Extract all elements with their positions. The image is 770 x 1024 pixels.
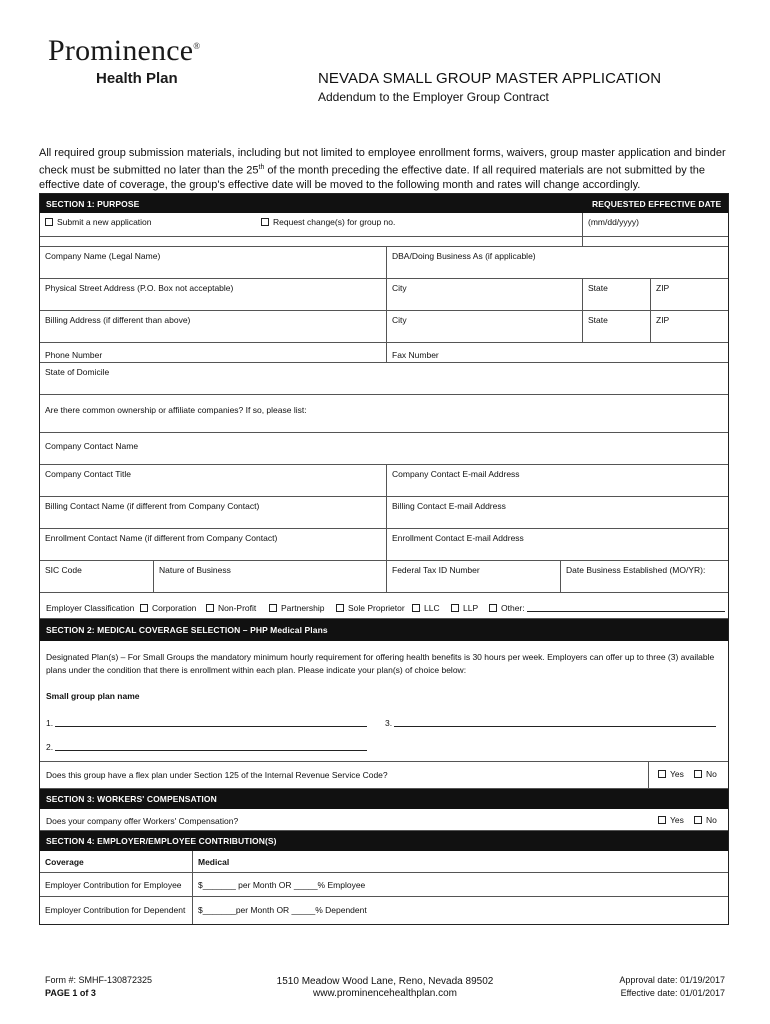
section2-header [40, 619, 728, 641]
section3-title: SECTION 3: WORKERS' COMPENSATION [46, 794, 217, 804]
date-established-field[interactable] [560, 561, 728, 592]
plan2-input[interactable] [55, 742, 367, 751]
city-label: City [392, 283, 407, 293]
non-profit-checkbox[interactable] [206, 604, 214, 612]
page-subtitle: Addendum to the Employer Group Contract [318, 90, 549, 104]
sic-label: SIC Code [45, 565, 82, 575]
flex-no-checkbox[interactable] [694, 770, 702, 778]
domicile-label: State of Domicile [45, 367, 110, 377]
fax-field[interactable] [386, 343, 728, 362]
enroll-email-label: Enrollment Contact E-mail Address [392, 533, 524, 543]
effective-date-field[interactable] [582, 213, 728, 236]
workers-comp-yes-label: Yes [670, 815, 684, 825]
city-field[interactable] [386, 279, 582, 310]
page-title: NEVADA SMALL GROUP MASTER APPLICATION [318, 70, 662, 87]
domicile-field[interactable] [40, 363, 728, 394]
street-field[interactable] [40, 279, 386, 310]
billing-email-label: Billing Contact E-mail Address [392, 501, 506, 511]
zip-field[interactable] [650, 279, 728, 310]
flex-yes-checkbox[interactable] [658, 770, 666, 778]
purpose-row [40, 213, 728, 237]
plan3-number: 3. [385, 718, 393, 728]
request-change-checkbox[interactable] [261, 218, 269, 226]
billing-row [40, 311, 728, 343]
dba-label: DBA/Doing Business As (if applicable) [392, 251, 536, 261]
request-change-label: Request change(s) for group no. [273, 217, 396, 227]
partnership-checkbox[interactable] [269, 604, 277, 612]
phone-field[interactable] [40, 343, 386, 362]
llc-label: LLC [424, 603, 440, 613]
dependent-contribution-label: Employer Contribution for Dependent [45, 905, 186, 915]
affiliates-field[interactable] [40, 395, 728, 432]
employee-contribution-field[interactable]: $_______ per Month OR _____% Employee [192, 873, 728, 896]
section1-header [40, 194, 728, 213]
phone-label: Phone Number [45, 350, 103, 360]
other-input[interactable] [527, 603, 725, 612]
partnership-label: Partnership [281, 603, 325, 613]
form-number: Form #: SMHF-130872325 [45, 975, 153, 985]
state-field[interactable] [582, 279, 650, 310]
logo-text: Prominence® [48, 34, 201, 67]
plan3-input[interactable] [394, 718, 716, 727]
section4-header [40, 831, 728, 851]
llp-label: LLP [463, 603, 479, 613]
flex-no-label: No [706, 769, 717, 779]
nature-field[interactable] [153, 561, 386, 592]
workers-comp-no-label: No [706, 815, 717, 825]
sic-field[interactable] [40, 561, 153, 592]
flex-yes-label: Yes [670, 769, 684, 779]
fax-label: Fax Number [392, 350, 439, 360]
footer-right [600, 974, 725, 1000]
contact-email-field[interactable] [386, 465, 728, 496]
state-label: State [588, 283, 608, 293]
plan-paragraph: Designated Plan(s) – For Small Groups the mandatory minimum hourly requirement for offering health benefits is 30 hours per week. Employers can offer up to three (3) available plans under the condition that there is enrollment within each plan. Please indicate your plan(s) of choice below: [46, 652, 715, 675]
plan-selection-block [40, 641, 728, 789]
billing-address-label: Billing Address (if different than above) [45, 315, 191, 325]
submit-new-label: Submit a new application [57, 217, 152, 227]
enroll-contact-field[interactable] [40, 529, 386, 560]
logo-subtext: Health Plan [96, 70, 178, 87]
section3-header [40, 789, 728, 809]
contribution-header-row [40, 851, 728, 873]
submit-new-checkbox[interactable] [45, 218, 53, 226]
date-established-label: Date Business Established (MO/YR): [566, 565, 706, 575]
workers-comp-question: Does your company offer Workers' Compensation? [46, 816, 239, 826]
page-number: PAGE 1 of 3 [45, 988, 96, 998]
street-row [40, 279, 728, 311]
affiliates-label: Are there common ownership or affiliate companies? If so, please list: [45, 405, 307, 415]
plan2-number: 2. [46, 742, 54, 752]
dependent-contribution-field[interactable]: $_______per Month OR _____% Dependent [192, 897, 728, 924]
billing-contact-label: Billing Contact Name (if different from Company Contact) [45, 501, 260, 511]
prominence-logo [48, 32, 248, 92]
enroll-contact-row [40, 529, 728, 561]
employee-contribution-label: Employer Contribution for Employee [45, 880, 182, 890]
effective-date-title: REQUESTED EFFECTIVE DATE [592, 198, 722, 209]
domicile-row [40, 363, 728, 395]
billing-zip-label: ZIP [656, 315, 670, 325]
other-label: Other: [501, 603, 525, 613]
billing-state-label: State [588, 315, 608, 325]
zip-label: ZIP [656, 283, 670, 293]
plan1-input[interactable] [55, 718, 367, 727]
workers-comp-row [40, 809, 728, 831]
coverage-column-header: Coverage [45, 857, 84, 867]
corporation-checkbox[interactable] [140, 604, 148, 612]
tax-id-field[interactable] [386, 561, 560, 592]
billing-contact-field[interactable] [40, 497, 386, 528]
flex-question: Does this group have a flex plan under Section 125 of the Internal Revenue Service Code? [46, 770, 388, 780]
billing-city-label: City [392, 315, 407, 325]
phone-row [40, 343, 728, 363]
contact-title-label: Company Contact Title [45, 469, 131, 479]
billing-state-field[interactable] [582, 311, 650, 342]
billing-email-field[interactable] [386, 497, 728, 528]
dependent-contribution-row [40, 897, 728, 924]
contact-title-field[interactable] [40, 465, 386, 496]
plan-heading: Small group plan name [46, 691, 140, 701]
date-format-label: (mm/dd/yyyy) [588, 217, 639, 227]
enroll-email-field[interactable] [386, 529, 728, 560]
workers-comp-no-checkbox[interactable] [694, 816, 702, 824]
affiliates-row [40, 395, 728, 433]
employee-contribution-row [40, 873, 728, 897]
section1-title: SECTION 1: PURPOSE [46, 198, 140, 209]
company-name-field[interactable] [40, 247, 386, 278]
sic-row [40, 561, 728, 593]
llp-checkbox[interactable] [451, 604, 459, 612]
billing-address-field[interactable] [40, 311, 386, 342]
effective-date: Effective date: 01/01/2017 [620, 988, 725, 998]
nature-label: Nature of Business [159, 565, 231, 575]
enroll-contact-label: Enrollment Contact Name (if different from Company Contact) [45, 533, 278, 543]
company-name-row [40, 247, 728, 279]
tax-id-label: Federal Tax ID Number [392, 565, 480, 575]
section4-title: SECTION 4: EMPLOYER/EMPLOYEE CONTRIBUTION(S) [46, 836, 277, 846]
classification-row [40, 593, 728, 619]
billing-city-field[interactable] [386, 311, 582, 342]
contact-name-label: Company Contact Name [45, 441, 139, 451]
other-checkbox[interactable] [489, 604, 497, 612]
dba-field[interactable] [386, 247, 728, 278]
billing-contact-row [40, 497, 728, 529]
workers-comp-yes-checkbox[interactable] [658, 816, 666, 824]
approval-date: Approval date: 01/19/2017 [619, 975, 725, 985]
footer-address: 1510 Meadow Wood Lane, Reno, Nevada 89502 [276, 976, 494, 987]
contact-name-row [40, 433, 728, 465]
intro-paragraph: All required group submission materials, including but not limited to employee enrollment forms, waivers, group master application and binder check must be submitted no later than the 25th of the month preceding the effective date. If all required materials are not submitted by the effective date of coverage, the group's effective date will be moved to the following month and rates will change accordingly. [39, 147, 726, 191]
billing-zip-field[interactable] [650, 311, 728, 342]
company-name-label: Company Name (Legal Name) [45, 251, 161, 261]
application-form [39, 193, 729, 925]
contact-name-field[interactable] [40, 433, 728, 464]
medical-column-header: Medical [192, 851, 728, 872]
non-profit-label: Non-Profit [218, 603, 257, 613]
contact-title-row [40, 465, 728, 497]
llc-checkbox[interactable] [412, 604, 420, 612]
section2-title: SECTION 2: MEDICAL COVERAGE SELECTION – PHP Medical Plans [46, 625, 328, 635]
plan1-number: 1. [46, 718, 54, 728]
contact-email-label: Company Contact E-mail Address [392, 469, 520, 479]
footer-website[interactable]: www.prominencehealthplan.com [313, 988, 457, 999]
corporation-label: Corporation [152, 603, 197, 613]
classification-label: Employer Classification [46, 603, 135, 613]
street-label: Physical Street Address (P.O. Box not acceptable) [45, 283, 234, 293]
sole-proprietor-label: Sole Proprietor [348, 603, 405, 613]
sole-proprietor-checkbox[interactable] [336, 604, 344, 612]
